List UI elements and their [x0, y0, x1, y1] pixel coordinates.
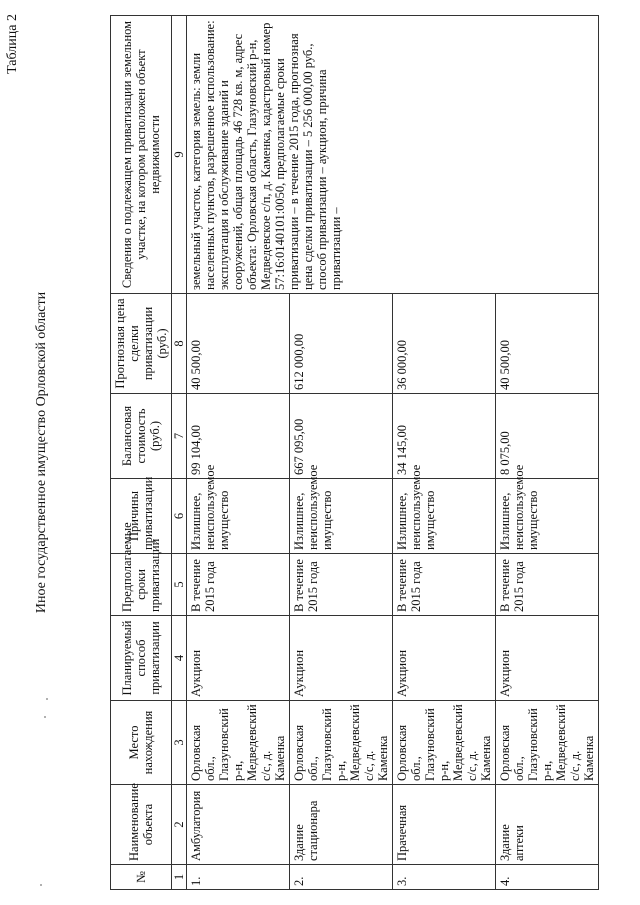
row-num: 4. [496, 865, 599, 890]
column-number: 7 [172, 394, 187, 479]
row-term: В течение 2015 года [393, 554, 496, 616]
row-location: Орловская обл., Глазуновский р-н, Медведевский с/с, д. Каменка [290, 701, 393, 785]
column-number: 1 [172, 865, 187, 890]
row-location: Орловская обл., Глазуновский р-н, Медведевский с/с, д. Каменка [187, 701, 290, 785]
property-table [110, 15, 599, 890]
row-balance: 34 145,00 [393, 394, 496, 479]
column-number: 4 [172, 616, 187, 701]
row-location: Орловская обл., Глазуновский р-н, Медведевский с/с, д. Каменка [393, 701, 496, 785]
row-reason: Излишнее, неиспользуемое имущество [290, 479, 393, 554]
row-price: 40 500,00 [187, 294, 290, 394]
header-location: Место нахождения [111, 701, 172, 785]
scan-speck [44, 716, 46, 718]
row-name: Прачечная [393, 785, 496, 865]
scan-speck [40, 884, 42, 886]
row-reason: Излишнее, неиспользуемое имущество [496, 479, 599, 554]
row-term: В течение 2015 года [290, 554, 393, 616]
header-method: Планируемый способ приватизации [111, 616, 172, 701]
row-term: В течение 2015 года [496, 554, 599, 616]
land-info: земельный участок, категория земель: земли населенных пунктов, разрешенное использование: эксплуатация и обслуживание зданий и сооружений, общая площадь 46 728 кв. м, адрес объекта: Орловская область, Глазуновский р-н, Медведевское с/п, д. Каменка, кадастровый номер 57:16:0140101:0050, предполагаемые сроки приватизации – в течение 2015 года, прогнозная цена сделки приватизации – 5 256 000,00 руб., способ приватизации – аукцион, причина приватизации – [187, 16, 599, 294]
row-price: 612 000,00 [290, 294, 393, 394]
row-term: В течение 2015 года [187, 554, 290, 616]
header-row [111, 16, 172, 890]
header-land: Сведения о подлежащем приватизации земельном участке, на котором расположен объект недвижимости [111, 16, 172, 294]
table-row [187, 16, 290, 890]
row-num: 1. [187, 865, 290, 890]
row-balance: 667 095,00 [290, 394, 393, 479]
row-price: 40 500,00 [496, 294, 599, 394]
row-method: Аукцион [290, 616, 393, 701]
row-reason: Излишнее, неиспользуемое имущество [187, 479, 290, 554]
column-number: 3 [172, 701, 187, 785]
row-price: 36 000,00 [393, 294, 496, 394]
row-reason: Излишнее, неиспользуемое имущество [393, 479, 496, 554]
column-number-row [172, 16, 187, 890]
row-name: Здание аптеки [496, 785, 599, 865]
column-number: 5 [172, 554, 187, 616]
table-label: Таблица 2 [5, 14, 20, 74]
column-number: 6 [172, 479, 187, 554]
header-balance: Балансовая стоимость (руб.) [111, 394, 172, 479]
row-balance: 99 104,00 [187, 394, 290, 479]
header-term: Предполагаемые сроки приватизации [111, 554, 172, 616]
row-balance: 8 075,00 [496, 394, 599, 479]
page-title: Иное государственное имущество Орловской области [34, 291, 49, 614]
row-num: 3. [393, 865, 496, 890]
row-name: Здание стационара [290, 785, 393, 865]
scan-speck [46, 698, 48, 700]
row-method: Аукцион [187, 616, 290, 701]
row-method: Аукцион [393, 616, 496, 701]
row-location: Орловская обл., Глазуновский р-н, Медведевский с/с, д. Каменка [496, 701, 599, 785]
column-number: 8 [172, 294, 187, 394]
row-method: Аукцион [496, 616, 599, 701]
header-name: Наименование объекта [111, 785, 172, 865]
header-reason: Причины приватизации [111, 479, 172, 554]
header-price: Прогнозная цена сделки приватизации (руб.) [111, 294, 172, 394]
header-num: № [111, 865, 172, 890]
row-name: Амбулатория [187, 785, 290, 865]
column-number: 2 [172, 785, 187, 865]
column-number: 9 [172, 16, 187, 294]
row-num: 2. [290, 865, 393, 890]
